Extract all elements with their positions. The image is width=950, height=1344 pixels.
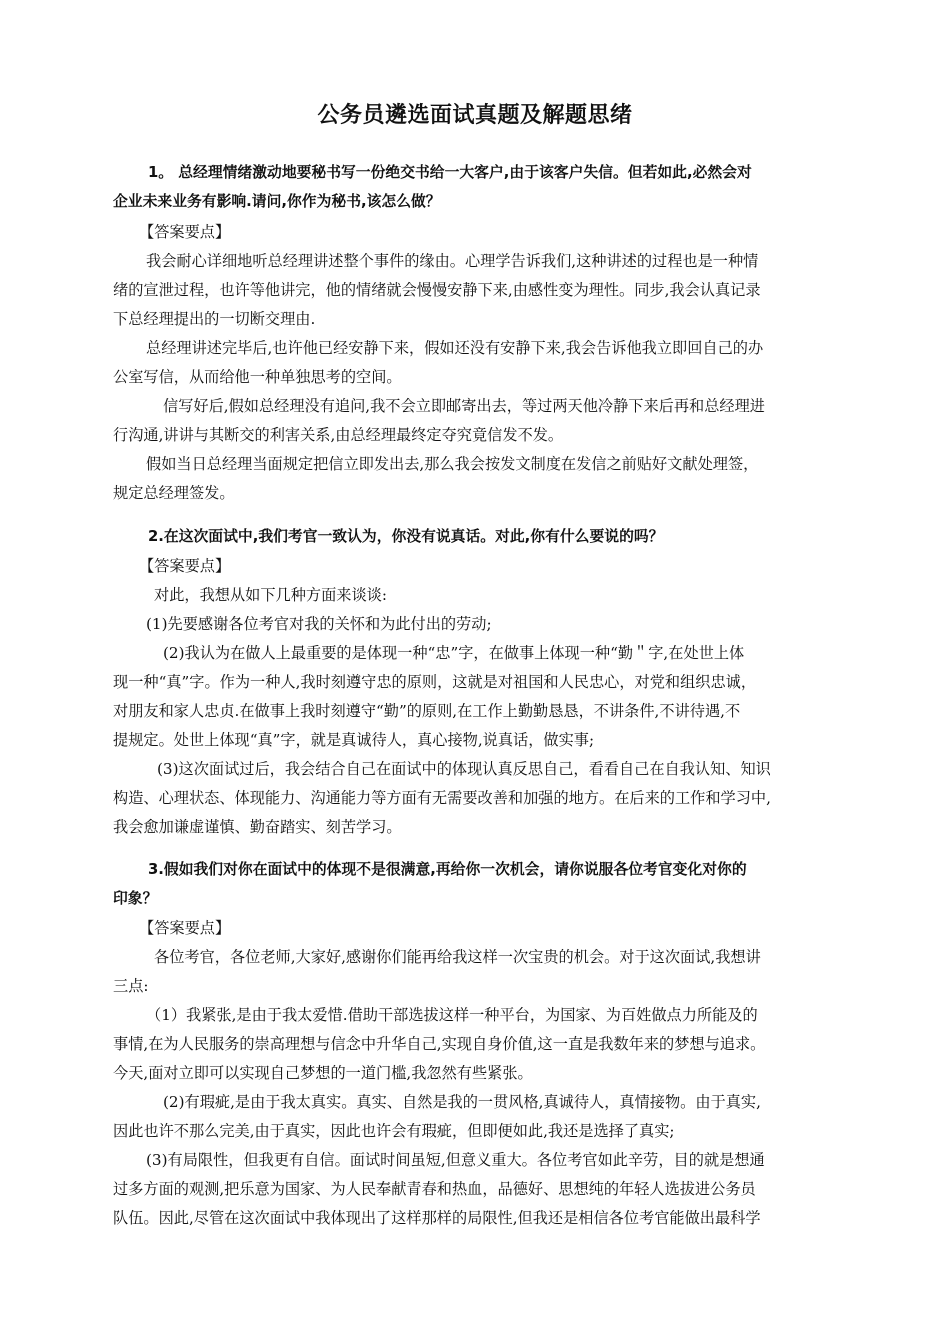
body-text-line: 各位考官，各位老师,大家好,感谢你们能再给我这样一次宝贵的机会。对于这次面试,我想讲 (154, 948, 761, 966)
body-text-line: (2)我认为在做人上最重要的是体现一种“忠”字，在做事上体现一种“勤＂字,在处世上体 (163, 644, 745, 662)
body-text-line: 我会耐心详细地听总经理讲述整个事件的缘由。心理学告诉我们,这种讲述的过程也是一种情 (146, 252, 759, 270)
body-text-line: 现一种“真”字。作为一种人,我时刻遵守忠的原则，这就是对祖国和人民忠心，对党和组织忠诚， (113, 673, 757, 691)
body-text-line: 总经理讲述完毕后,也许他已经安静下来，假如还没有安静下来,我会告诉他我立即回自己的办 (146, 339, 764, 357)
body-text-line: 事情,在为人民服务的崇高理想与信念中升华自己,实现自身价值,这一直是我数年来的梦想与追求。 (113, 1035, 766, 1053)
body-text-line: (1)先要感谢各位考官对我的关怀和为此付出的劳动; (146, 615, 492, 633)
document-title: 公务员遴选面试真题及解题思绪 (317, 103, 633, 128)
body-text-line: 行沟通,讲讲与其断交的利害关系,由总经理最终定夺究竟信发不发。 (113, 426, 564, 444)
body-text-line: 提规定。处世上体现“真”字，就是真诚待人，真心接物,说真话，做实事; (113, 731, 595, 749)
body-text-line: 对朋友和家人忠贞.在做事上我时刻遵守“勤”的原则,在工作上勤勤恳恳，不讲条件,不讲待遇,不 (113, 702, 741, 720)
question-line: 3.假如我们对你在面试中的体现不是很满意,再给你一次机会，请你说服各位考官变化对你的 (148, 861, 747, 878)
body-text-line: 过多方面的观测,把乐意为国家、为人民奉献青春和热血，品德好、思想纯的年轻人选拔进公务员 (113, 1180, 756, 1198)
question-line: 2.在这次面试中,我们考官一致认为，你没有说真话。对此,你有什么要说的吗？ (148, 528, 664, 545)
body-text-line: 三点: (113, 977, 149, 995)
body-text-line: 信写好后,假如总经理没有追问,我不会立即邮寄出去，等过两天他冷静下来后再和总经理进 (163, 397, 765, 415)
body-text-line: 今天,面对立即可以实现自己梦想的一道门槛,我忽然有些紧张。 (113, 1064, 533, 1082)
question-line: 1。 总经理情绪激动地要秘书写一份绝交书给一大客户,由于该客户失信。但若如此,必然会对 (148, 164, 752, 181)
body-text-line: 我会愈加谦虚谨慎、勤奋踏实、刻苦学习。 (113, 818, 402, 836)
question-line: 印象？ (113, 890, 158, 907)
body-text-line: 因此也许不那么完美,由于真实，因此也许会有瑕疵，但即便如此,我还是选择了真实; (113, 1122, 675, 1140)
body-text-line: 队伍。因此,尽管在这次面试中我体现出了这样那样的局限性,但我还是相信各位考官能做出最科学 (113, 1209, 761, 1227)
body-text-line: 【答案要点】 (139, 223, 231, 241)
body-text-line: (2)有瑕疵,是由于我太真实。真实、自然是我的一贯风格,真诚待人，真情接物。由于真实, (163, 1093, 761, 1111)
body-text-line: 【答案要点】 (139, 557, 231, 575)
body-text-line: 绪的宣泄过程，也许等他讲完，他的情绪就会慢慢安静下来,由感性变为理性。同步,我会认真记录 (113, 281, 761, 299)
body-text-line: 下总经理提出的一切断交理由. (113, 310, 316, 328)
body-text-line: (3)这次面试过后，我会结合自己在面试中的体现认真反思自己，看看自己在自我认知、知识 (157, 760, 771, 778)
body-text-line: 假如当日总经理当面规定把信立即发出去,那么我会按发文制度在发信之前贴好文献处理签， (146, 455, 759, 473)
body-text-line: 构造、心理状态、体现能力、沟通能力等方面有无需要改善和加强的地方。在后来的工作和学习中, (113, 789, 771, 807)
question-line: 企业未来业务有影响.请问,你作为秘书,该怎么做？ (113, 193, 441, 210)
body-text-line: 对此，我想从如下几种方面来谈谈: (154, 586, 387, 604)
body-text-line: （1）我紧张,是由于我太爱惜.借助干部选拔这样一种平台，为国家、为百姓做点力所能及的 (146, 1006, 758, 1024)
body-text-line: 公室写信，从而给他一种单独思考的空间。 (113, 368, 402, 386)
body-text-line: 规定总经理签发。 (113, 484, 235, 502)
body-text-line: (3)有局限性，但我更有自信。面试时间虽短,但意义重大。各位考官如此辛劳，目的就是想通 (146, 1151, 765, 1169)
body-text-line: 【答案要点】 (139, 919, 231, 937)
